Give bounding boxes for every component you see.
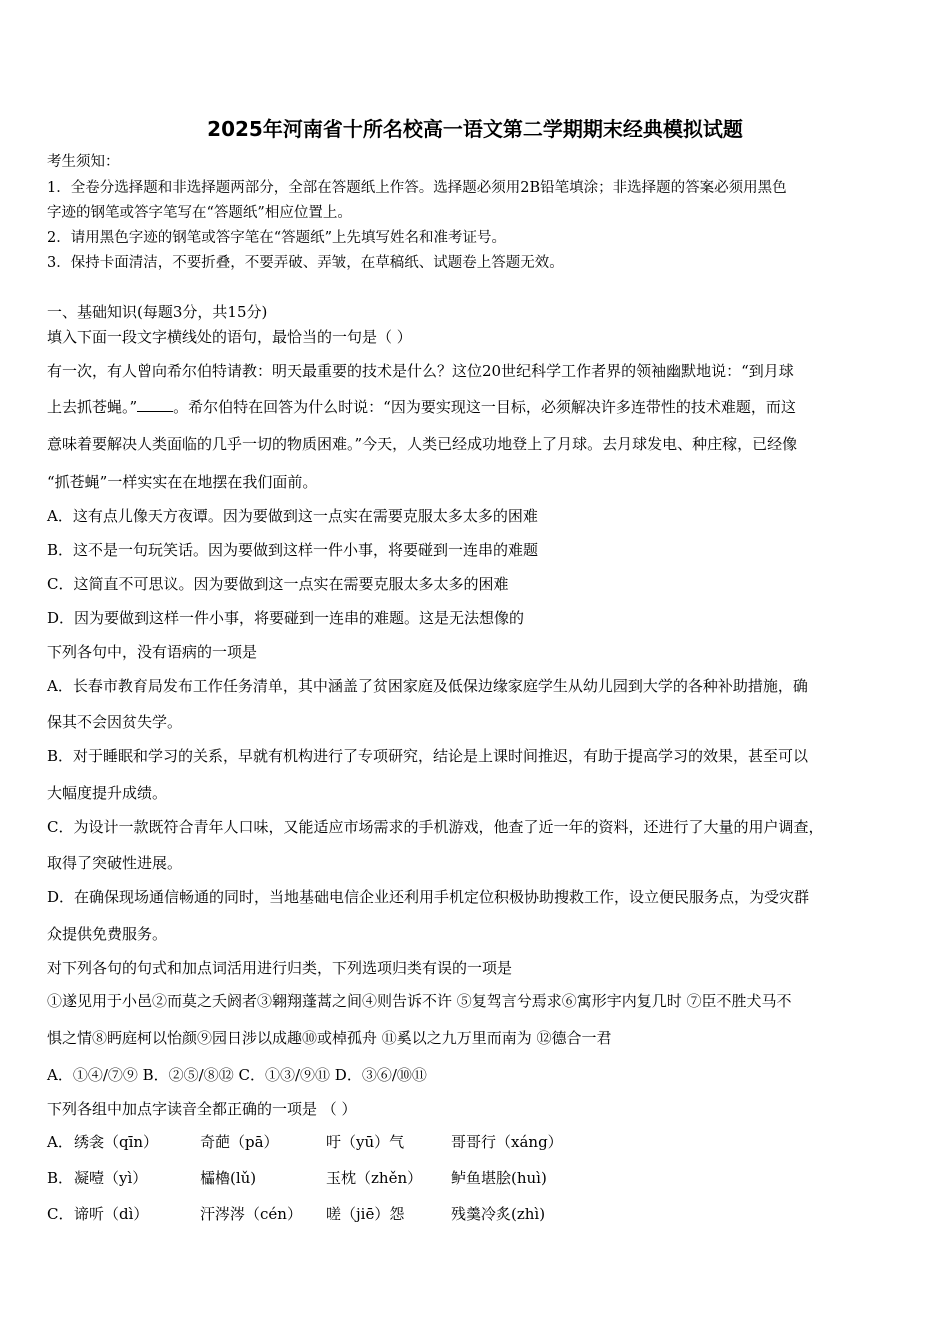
cell: 绣衾（qīn）: [74, 1133, 159, 1151]
option-letter: A．: [47, 1133, 73, 1151]
notice-item: 3．保持卡面清洁，不要折叠，不要弄破、弄皱，在草稿纸、试题卷上答题无效。: [47, 255, 564, 271]
page-title: 2025年河南省十所名校高一语文第二学期期末经典模拟试题: [207, 117, 743, 141]
question-stem: 下列各句中，没有语病的一项是: [47, 643, 258, 661]
passage-line: 有一次，有人曾向希尔伯特请教：明天最重要的技术是什么？这位20世纪科学工作者界的领袖幽默地说：“到月球: [47, 362, 794, 380]
passage-text: 上去抓苍蝇。”: [47, 398, 138, 416]
cell: 汗涔涔（cén）: [200, 1205, 302, 1223]
option-d: D．因为要做到这样一件小事，将要碰到一连串的难题。这是无法想像的: [47, 609, 525, 627]
option-letter: C．: [47, 1205, 74, 1223]
question-stem: 下列各组中加点字读音全都正确的一项是 （ ）: [47, 1100, 357, 1118]
passage-text: 。希尔伯特在回答为什么时说：“因为要实现这一目标，必须解决许多连带性的技术难题，而这: [173, 398, 796, 416]
passage-line: [47, 397, 796, 417]
option-c-cont: 取得了突破性进展。: [47, 854, 183, 872]
option-d: D．在确保现场通信畅通的同时，当地基础电信企业还利用手机定位积极协助搜救工作，设立便民服务点，为受灾群: [47, 888, 810, 906]
cell: 吁（yū）气: [326, 1133, 405, 1151]
sentence-list: 惧之情⑧眄庭柯以怡颜⑨园日涉以成趣⑩或棹孤舟 ⑪奚以之九万里而南为 ⑫德合一君: [47, 1029, 612, 1047]
option-c: C．为设计一款既符合青年人口味，又能适应市场需求的手机游戏，他查了近一年的资料，还进行了大量的用户调查，: [47, 818, 824, 836]
option-a: A．这有点儿像天方夜谭。因为要做到这一点实在需要克服太多太多的困难: [47, 507, 538, 525]
section-heading: 一、基础知识(每题3分，共15分): [47, 303, 268, 321]
cell: 玉枕（zhěn）: [326, 1169, 423, 1187]
question-stem: 对下列各句的句式和加点词活用进行归类，下列选项归类有误的一项是: [47, 959, 513, 977]
cell: 凝噎（yì）: [74, 1169, 148, 1187]
passage-line: “抓苍蝇”一样实实在在地摆在我们面前。: [47, 473, 318, 491]
cell: 嗟（jiē）怨: [326, 1205, 405, 1223]
cell: 谛听（dì）: [74, 1205, 149, 1223]
cell: 哥哥行（xáng）: [451, 1133, 563, 1151]
notice-item: 1．全卷分选择题和非选择题两部分，全部在答题纸上作答。选择题必须用2B铅笔填涂；非选择题的答案必须用黑色: [47, 180, 787, 196]
option-row: A．①④/⑦⑨ B．②⑤/⑧⑫ C．①③/⑨⑪ D．③⑥/⑩⑪: [47, 1066, 427, 1084]
option-c: C．这简直不可思议。因为要做到这一点实在需要克服太多太多的困难: [47, 575, 509, 593]
passage-line: 意味着要解决人类面临的几乎一切的物质困难。”今天，人类已经成功地登上了月球。去月球发电、种庄稼，已经像: [47, 435, 798, 453]
option-a-cont: 保其不会因贫失学。: [47, 713, 183, 731]
option-d-cont: 众提供免费服务。: [47, 925, 168, 943]
notice-item: 2．请用黑色字迹的钢笔或答字笔在“答题纸”上先填写姓名和准考证号。: [47, 230, 507, 246]
option-a: A．长春市教育局发布工作任务清单，其中涵盖了贫困家庭及低保边缘家庭学生从幼儿园到大学的各种补助措施，确: [47, 677, 808, 695]
cell: 鲈鱼堪脍(huì): [451, 1169, 547, 1187]
notice-item: 字迹的钢笔或答字笔写在“答题纸”相应位置上。: [47, 205, 352, 221]
fill-blank: [137, 397, 173, 412]
option-b: B．这不是一句玩笑话。因为要做到这样一件小事，将要碰到一连串的难题: [47, 541, 539, 559]
option-letter: B．: [47, 1169, 74, 1187]
notice-heading: 考生须知：: [47, 154, 120, 170]
question-stem: 填入下面一段文字横线处的语句，最恰当的一句是（ ）: [47, 328, 412, 346]
cell: 奇葩（pā）: [200, 1133, 279, 1151]
cell: 残羹冷炙(zhì): [451, 1205, 546, 1223]
option-b: B．对于睡眠和学习的关系，早就有机构进行了专项研究，结论是上课时间推迟，有助于提高学习的效果，甚至可以: [47, 747, 809, 765]
cell: 櫺櫓(lǔ): [200, 1169, 257, 1187]
sentence-list: ①遂见用于小邑②而莫之夭阏者③翱翔蓬蒿之间④则告诉不许 ⑤复驾言兮焉求⑥寓形宇内复几时 ⑦臣不胜犬马不: [47, 992, 792, 1010]
option-b-cont: 大幅度提升成绩。: [47, 784, 168, 802]
